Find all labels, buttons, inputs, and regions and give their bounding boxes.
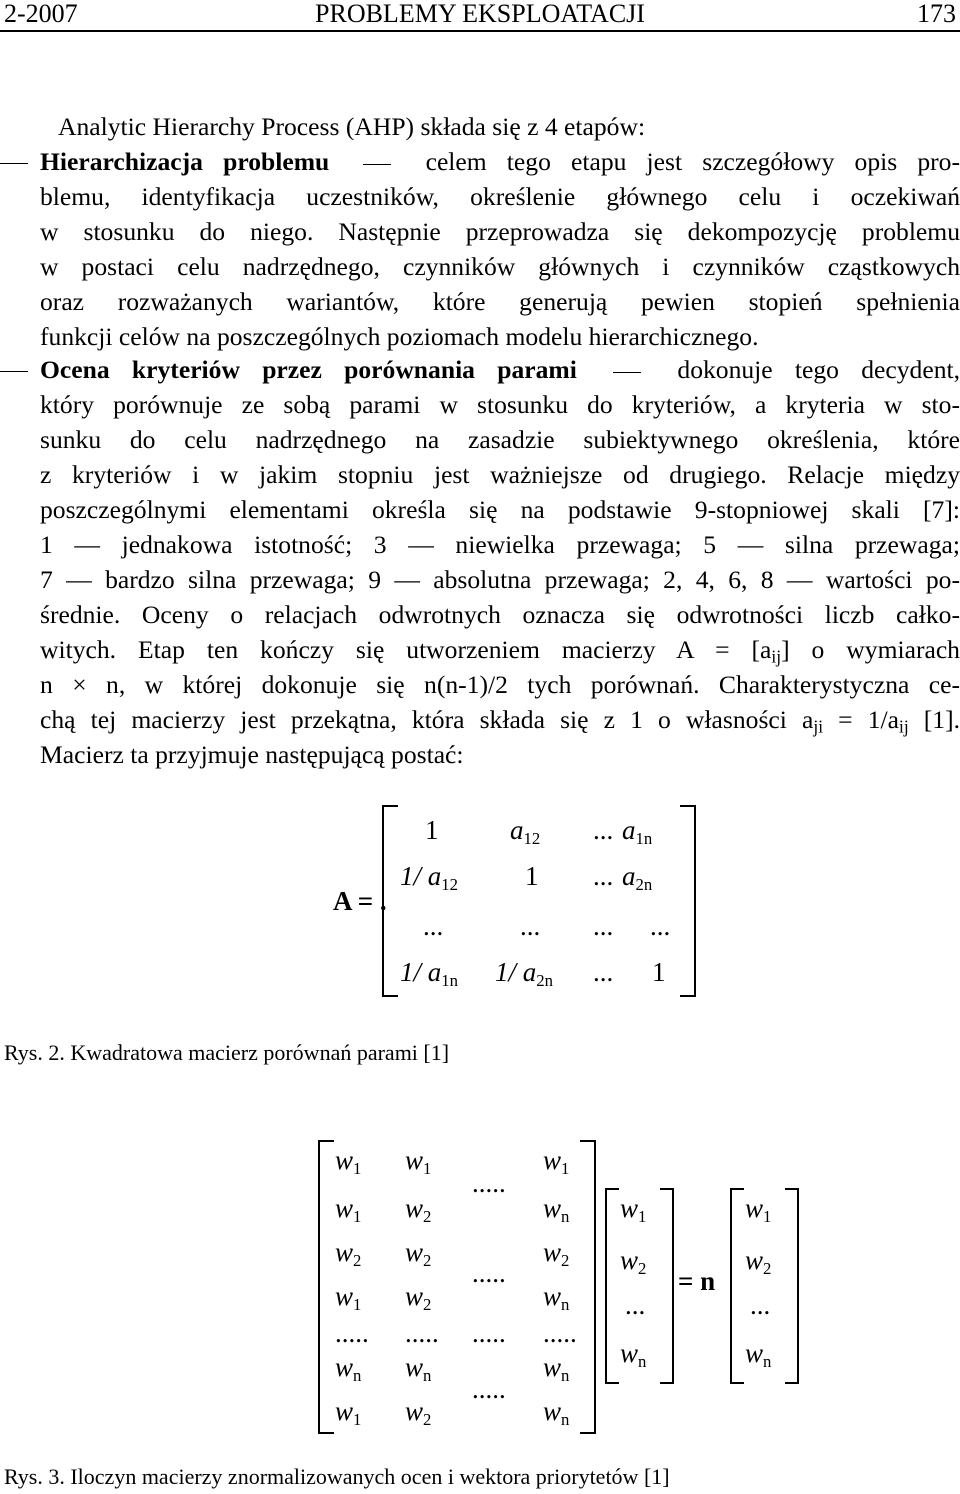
item2-line-12: Macierz ta przyjmuje następującą postać: [40,740,464,769]
inline-dash [613,372,641,373]
cell-r1c3: ... [593,815,614,845]
cell-r2c2: 1 [525,861,539,891]
vector2-left-bracket [730,1188,744,1384]
cell-r4c1: 1/ $a_{1n}$ [400,957,458,991]
intro-line: Analytic Hierarchy Process (AHP) składa się z 4 etapów: [58,112,646,141]
v2-w2: $w_2$ [745,1245,772,1279]
c2-num1: $w_1$ [405,1145,432,1179]
c2-num3: $w_n$ [405,1352,432,1386]
figure-3-caption: Rys. 3. Iloczyn macierzy znormalizowanych ocen i wektora priorytetów [1] [4,1464,670,1489]
c4-num2: $w_2$ [543,1237,570,1271]
figure-2-caption: Rys. 2. Kwadratowa macierz porównań parami [1] [4,1040,450,1065]
item1-line-1: Hierarchizacja problemu celem tego etapu jest szczegółowy opis pro- [40,147,960,176]
item1-line-5: oraz rozważanych wariantów, które generują pewien stopień spełnienia [40,287,960,316]
v2-wn: $w_n$ [745,1338,772,1372]
c1-num3: $w_n$ [335,1352,362,1386]
c2-den2: $w_2$ [405,1281,432,1315]
cell-r4c2: 1/ $a_{2n}$ [495,957,553,991]
cell-r3c1: ... [423,911,444,941]
c1-den1: $w_1$ [335,1193,362,1227]
c4-den1: $w_n$ [543,1193,570,1227]
vector1-left-bracket [605,1188,619,1384]
page-header [0,0,960,32]
journal-issue: 2-2007 [4,0,78,28]
cell-r2c4: $a_{2n}$ [622,861,653,895]
item2-line-5: poszczególnymi elementami określa się na podstawie 9-stopniowej skali [7]: [40,495,960,524]
cell-r4c3: ... [593,957,614,987]
bullet-dash [0,163,28,164]
journal-title: PROBLEMY EKSPLOATACJI [315,0,645,28]
item1-line-6: funkcji celów na poszczególnych poziomach modelu hierarchicznego. [40,322,759,351]
cell-r2c1: 1/ $a_{12}$ [400,861,458,895]
c1-dots: ..... [335,1318,369,1348]
item2-line-1: Ocena kryteriów przez porównania parami dokonuje tego decydent, [40,355,960,384]
left-bracket [382,805,398,997]
item2-line-10: n × n, w której dokonuje się n(n-1)/2 tych porównań. Charakterystyczna ce- [40,670,960,699]
c2-den1: $w_2$ [405,1193,432,1227]
vector1-right-bracket [660,1188,674,1384]
v1-w1: $w_1$ [620,1193,647,1227]
cell-r1c1: 1 [425,815,439,845]
page-number: 173 [917,0,956,28]
matrix-right-bracket [580,1140,596,1434]
item2-line-6: 1 — jednakowa istotność; 3 — niewielka przewaga; 5 — silna przewaga; [40,530,960,559]
item2-line-11: chą tej macierzy jest przekątna, która składa się z 1 o własności $a_{ji} = 1/a_{ij}$ [1]. [40,705,960,737]
c3-dots-2: ..... [472,1258,506,1288]
c4-num3: $w_n$ [543,1352,570,1386]
inline-dash [363,164,391,165]
item2-line-3: sunku do celu nadrzędnego na zasadzie subiektywnego określenia, które [40,425,960,454]
matrix-lhs: A = . [333,886,387,916]
c1-num2: $w_2$ [335,1237,362,1271]
c4-den2: $w_n$ [543,1281,570,1315]
c3-dots-4: ..... [472,1374,506,1404]
c1-num1: $w_1$ [335,1145,362,1179]
cell-r3c2: ... [520,911,541,941]
equals-n: = n [678,1266,716,1296]
c2-den3: $w_2$ [405,1396,432,1430]
cell-r3c3: ... [593,911,614,941]
item2-line-9: witych. Etap ten kończy się utworzeniem macierzy $A = [a_{ij}]$ o wymiarach [40,635,960,667]
v1-wn: $w_n$ [620,1338,647,1372]
c1-den2: $w_1$ [335,1281,362,1315]
c4-num1: $w_1$ [543,1145,570,1179]
item1-line-3: w stosunku do niego. Następnie przeprowadza się dekompozycję problemu [40,217,960,246]
c2-dots: ..... [405,1318,439,1348]
cell-r3c4: ... [650,911,671,941]
item2-line-4: z kryteriów i w jakim stopniu jest ważniejsze od drugiego. Relacje między [40,460,960,489]
v1-w2: $w_2$ [620,1245,647,1279]
cell-r1c2: $a_{12}$ [510,815,541,849]
c4-den3: $w_n$ [543,1396,570,1430]
item1-line-2: blemu, identyfikacja uczestników, określenie głównego celu i oczekiwań [40,182,960,211]
cell-r2c3: ... [593,861,614,891]
item2-title: Ocena kryteriów przez porównania parami [40,355,577,384]
c4-dots: ..... [543,1318,577,1348]
cell-r1c4: $a_{1n}$ [622,815,653,849]
v2-w1: $w_1$ [745,1193,772,1227]
v2-dots: ... [750,1290,771,1320]
right-bracket [680,805,696,997]
c3-dots-1: ..... [472,1168,506,1198]
item2-line-7: 7 — bardzo silna przewaga; 9 — absolutna przewaga; 2, 4, 6, 8 — wartości po- [40,565,960,594]
c2-num2: $w_2$ [405,1237,432,1271]
v1-dots: ... [625,1290,646,1320]
item2-line-8: średnie. Oceny o relacjach odwrotnych oznacza się odwrotności liczb całko- [40,600,960,629]
item1-title: Hierarchizacja problemu [40,147,330,176]
item1-line-4: w postaci celu nadrzędnego, czynników głównych i czynników cząstkowych [40,252,960,281]
c1-den3: $w_1$ [335,1396,362,1430]
item2-line-2: który porównuje ze sobą parami w stosunku do kryteriów, a kryteria w sto- [40,390,960,419]
c3-dots-3: ..... [472,1318,506,1348]
bullet-dash [0,371,28,372]
cell-r4c4: 1 [652,957,666,987]
vector2-right-bracket [785,1188,799,1384]
matrix-left-bracket [318,1140,334,1434]
